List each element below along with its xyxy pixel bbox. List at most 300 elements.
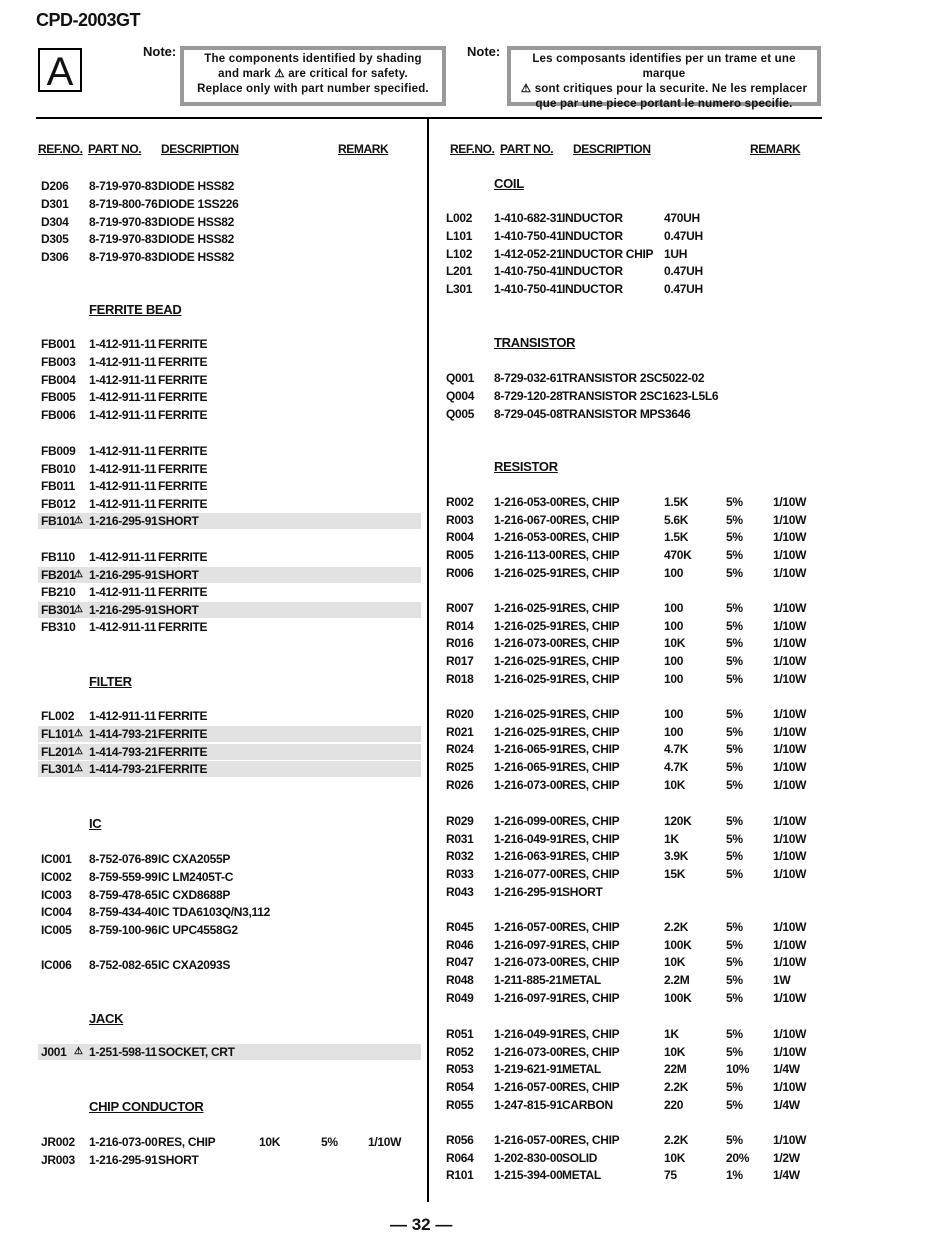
cell-desc: RES, CHIP [562,955,620,969]
cell-v3: 1/10W [773,742,807,756]
cell-desc: RES, CHIP [562,742,620,756]
cell-v1: 100 [664,725,684,739]
cell-v1: 120K [664,814,692,828]
cell-v2: 5% [726,867,743,881]
cell-v2: 5% [726,548,743,562]
cell-ref: R021 [446,725,474,739]
cell-desc: FERRITE [158,585,208,599]
note-fr-line-2: ⚠ sont critiques pour la securite. Ne les remplacer [520,83,808,95]
cell-desc: SHORT [158,603,199,617]
cell-ref: L101 [446,229,473,243]
cell-ref: R031 [446,832,474,846]
cell-v3: 1/10W [773,672,807,686]
cell-desc: DIODE HSS82 [158,215,235,229]
cell-part: 1-412-911-11 [89,408,157,422]
cell-desc: RES, CHIP [562,672,620,686]
cell-part: 1-412-052-21 [494,247,563,261]
warning-triangle-icon: ⚠ [74,515,83,526]
cell-ref: R029 [446,814,474,828]
cell-ref: FB009 [41,444,76,458]
cell-ref: R052 [446,1045,474,1059]
cell-v2: 5% [726,654,743,668]
table-row [445,494,825,510]
cell-desc: FERRITE [158,479,208,493]
cell-ref: R046 [446,938,474,952]
cell-v1: 100 [664,619,684,633]
table-row [38,869,421,885]
table-row [38,708,421,724]
cell-ref: R005 [446,548,474,562]
cell-ref: D304 [41,215,69,229]
cell-v2: 5% [726,707,743,721]
cell-part: 8-759-100-96 [89,923,158,937]
cell-desc: FERRITE [158,337,208,351]
cell-desc: SHORT [158,1153,199,1167]
sect-chip-conductor: CHIP CONDUCTOR [89,1099,204,1114]
cell-ref: FB301 [41,603,76,617]
table-row [445,246,825,262]
table-row [38,478,421,494]
cell-part: 1-216-049-91 [494,832,563,846]
cell-v1: 100 [664,707,684,721]
cell-ref: FB012 [41,497,76,511]
cell-desc: IC CXA2093S [158,958,231,972]
cell-desc: METAL [562,1062,601,1076]
cell-v3: 1/2W [773,1151,800,1165]
cell-part: 1-216-295-91 [89,1153,158,1167]
cell-desc: FERRITE [158,355,208,369]
cell-v2: 10% [726,1062,750,1076]
cell-v3: 1/10W [773,849,807,863]
cell-v2: 5% [726,778,743,792]
cell-part: 8-719-970-83 [89,250,158,264]
cell-part: 1-412-911-11 [89,444,157,458]
table-row [445,777,825,793]
table-row [445,1167,825,1183]
cell-v2: 5% [726,955,743,969]
cell-desc: DIODE 1SS226 [158,197,239,211]
table-row [445,919,825,935]
cell-v2: 5% [726,814,743,828]
cell-ref: D206 [41,179,69,193]
hdr-desc-left: DESCRIPTION [161,142,239,156]
table-row [445,866,825,882]
note-en-line-3: Replace only with part number specified. [197,83,429,95]
cell-ref: R047 [446,955,474,969]
warning-triangle-icon: ⚠ [74,728,83,739]
table-row [445,406,825,422]
table-row [38,178,421,194]
table-row [445,954,825,970]
cell-part: 1-216-057-00 [494,1133,563,1147]
cell-v1: 100 [664,566,684,580]
table-row [38,922,421,938]
table-row [38,851,421,867]
cell-v1: 10K [664,955,686,969]
cell-v3: 1/10W [773,778,807,792]
cell-part: 1-412-911-11 [89,497,157,511]
cell-ref: FB004 [41,373,76,387]
cell-desc: DIODE HSS82 [158,179,235,193]
hdr-part-left: PART NO. [88,142,142,156]
cell-ref: IC003 [41,888,72,902]
cell-ref: IC005 [41,923,72,937]
table-row [445,741,825,757]
cell-ref: FB001 [41,337,76,351]
cell-desc: FERRITE [158,390,208,404]
cell-part: 1-412-911-11 [89,390,157,404]
note-box-en [180,46,446,106]
cell-v3: 1/10W [773,548,807,562]
cell-part: 1-216-025-91 [494,725,563,739]
table-row [445,1044,825,1060]
cell-part: 1-216-065-91 [494,760,563,774]
cell-desc: FERRITE [158,762,208,776]
cell-ref: D306 [41,250,69,264]
warning-triangle-icon: ⚠ [74,763,83,774]
cell-ref: Q001 [446,371,475,385]
table-row [445,210,825,226]
note-fr-line-3: que par une piece portant le numero specifie. [535,98,793,110]
cell-ref: FB210 [41,585,76,599]
table-row [38,1152,421,1168]
cell-v1: 10K [259,1135,281,1149]
table-row [445,724,825,740]
note-en-line-1: The components identified by shading [204,53,422,65]
cell-v1: 10K [664,778,686,792]
cell-part: 8-729-032-61 [494,371,563,385]
table-row [38,249,421,265]
cell-v2: 5% [726,973,743,987]
sect-jack: JACK [89,1011,124,1026]
cell-desc: RES, CHIP [562,566,620,580]
cell-v3: 1/10W [773,955,807,969]
table-row [38,602,421,618]
cell-part: 8-752-082-65 [89,958,158,972]
table-row [445,600,825,616]
cell-ref: FB201 [41,568,76,582]
cell-desc: RES, CHIP [562,991,620,1005]
cell-desc: SHORT [158,514,199,528]
cell-v3: 1/10W [773,814,807,828]
hdr-remark-left: REMARK [338,142,389,156]
table-row [445,1150,825,1166]
cell-desc: FERRITE [158,497,208,511]
cell-ref: R056 [446,1133,474,1147]
cell-desc: RES, CHIP [562,548,620,562]
cell-v1: 100 [664,672,684,686]
cell-desc: FERRITE [158,408,208,422]
cell-ref: FB110 [41,550,75,564]
cell-desc: RES, CHIP [562,601,620,615]
cell-ref: L002 [446,211,473,225]
cell-part: 1-216-025-91 [494,601,563,615]
cell-v1: 10K [664,1151,686,1165]
cell-v1: 1K [664,832,679,846]
cell-part: 1-414-793-21 [89,727,158,741]
table-row [38,1134,421,1150]
cell-v3: 1/10W [773,654,807,668]
table-row [445,512,825,528]
table-row [445,228,825,244]
table-row [445,281,825,297]
cell-v3: 1/10W [773,1027,807,1041]
cell-v2: 5% [726,1027,743,1041]
cell-ref: R020 [446,707,474,721]
cell-part: 1-211-885-21 [494,973,562,987]
cell-v1: 1UH [664,247,688,261]
cell-v2: 5% [726,672,743,686]
cell-ref: R004 [446,530,474,544]
cell-v1: 1K [664,1027,679,1041]
cell-v1: 1.5K [664,530,689,544]
cell-v1: 100K [664,938,692,952]
table-row [38,549,421,565]
cell-ref: IC006 [41,958,72,972]
cell-ref: R033 [446,867,474,881]
cell-v1: 2.2K [664,920,689,934]
table-row [38,407,421,423]
cell-ref: FL002 [41,709,75,723]
cell-part: 1-412-911-11 [89,479,157,493]
cell-v1: 2.2M [664,973,690,987]
cell-desc: DIODE HSS82 [158,232,235,246]
cell-desc: TRANSISTOR 2SC1623-L5L6 [562,389,719,403]
cell-ref: Q004 [446,389,475,403]
cell-v1: 0.47UH [664,282,703,296]
cell-desc: RES, CHIP [562,495,620,509]
cell-ref: R032 [446,849,474,863]
cell-part: 1-412-911-11 [89,355,157,369]
table-row [38,957,421,973]
cell-desc: INDUCTOR [562,264,623,278]
table-row [38,196,421,212]
cell-desc: SHORT [562,885,603,899]
cell-v2: 5% [726,742,743,756]
cell-part: 1-216-025-91 [494,672,563,686]
cell-part: 1-410-750-41 [494,282,563,296]
cell-v3: 1/4W [773,1098,800,1112]
table-row [445,388,825,404]
cell-desc: DIODE HSS82 [158,250,235,264]
cell-v3: 1/4W [773,1168,800,1182]
cell-v2: 5% [726,566,743,580]
note-fr-line-1: Les composants identifies per un trame et une marque [532,53,796,80]
table-row [38,496,421,512]
cell-part: 8-719-970-83 [89,232,158,246]
cell-desc: RES, CHIP [562,654,620,668]
cell-ref: R064 [446,1151,474,1165]
table-row [38,354,421,370]
cell-v1: 4.7K [664,760,689,774]
cell-desc: SOCKET, CRT [158,1045,235,1059]
cell-ref: D305 [41,232,69,246]
cell-ref: FB011 [41,479,75,493]
cell-desc: TRANSISTOR 2SC5022-02 [562,371,705,385]
cell-desc: RES, CHIP [562,849,620,863]
cell-ref: R014 [446,619,474,633]
cell-v3: 1/10W [773,619,807,633]
cell-part: 1-216-025-91 [494,619,563,633]
cell-ref: R017 [446,654,474,668]
hdr-desc-right: DESCRIPTION [573,142,651,156]
cell-v3: 1/10W [773,707,807,721]
model-title: CPD-2003GT [36,10,141,30]
cell-desc: RES, CHIP [562,513,620,527]
cell-ref: R007 [446,601,474,615]
cell-v3: 1/10W [773,920,807,934]
column-divider [427,119,429,1202]
cell-v1: 75 [664,1168,677,1182]
cell-v2: 5% [726,619,743,633]
table-row [38,619,421,635]
cell-ref: FB010 [41,462,76,476]
cell-part: 1-216-097-91 [494,991,563,1005]
cell-part: 8-759-478-65 [89,888,158,902]
cell-ref: R053 [446,1062,474,1076]
table-row [38,726,421,742]
cell-part: 1-216-073-00 [494,636,563,650]
cell-desc: FERRITE [158,373,208,387]
cell-desc: INDUCTOR [562,282,623,296]
cell-desc: RES, CHIP [562,1133,620,1147]
cell-part: 1-202-830-00 [494,1151,563,1165]
table-row [445,990,825,1006]
cell-part: 8-759-559-99 [89,870,158,884]
cell-v1: 3.9K [664,849,689,863]
cell-desc: METAL [562,1168,601,1182]
cell-v3: 1/10W [773,938,807,952]
warning-triangle-icon: ⚠ [74,604,83,615]
cell-v1: 470UH [664,211,700,225]
cell-ref: L301 [446,282,473,296]
cell-part: 1-216-295-91 [89,603,158,617]
cell-ref: R002 [446,495,474,509]
cell-v1: 22M [664,1062,687,1076]
cell-ref: FB005 [41,390,76,404]
cell-ref: R016 [446,636,474,650]
cell-desc: INDUCTOR [562,229,623,243]
cell-ref: R006 [446,566,474,580]
cell-desc: RES, CHIP [562,1027,620,1041]
cell-v3: 1/10W [773,1080,807,1094]
cell-part: 1-216-097-91 [494,938,563,952]
cell-v1: 15K [664,867,686,881]
table-row [38,389,421,405]
cell-desc: FERRITE [158,550,208,564]
cell-part: 1-216-057-00 [494,1080,563,1094]
cell-v1: 220 [664,1098,684,1112]
cell-v3: 1/10W [773,760,807,774]
cell-ref: FB310 [41,620,76,634]
sect-coil: COIL [494,176,524,191]
cell-v2: 5% [726,849,743,863]
cell-desc: FERRITE [158,444,208,458]
cell-v3: 1/10W [773,495,807,509]
table-row [38,904,421,920]
cell-desc: FERRITE [158,709,208,723]
cell-desc: TRANSISTOR MPS3646 [562,407,691,421]
cell-part: 1-216-025-91 [494,707,563,721]
cell-ref: FB006 [41,408,76,422]
cell-desc: RES, CHIP [562,530,620,544]
table-row [445,565,825,581]
cell-v1: 470K [664,548,692,562]
table-row [445,263,825,279]
cell-v1: 100K [664,991,692,1005]
cell-v2: 5% [726,725,743,739]
cell-part: 1-219-621-91 [494,1062,563,1076]
hdr-remark-right: REMARK [750,142,801,156]
cell-v2: 5% [726,1045,743,1059]
cell-v3: 1/10W [773,513,807,527]
cell-v2: 5% [321,1135,338,1149]
cell-desc: IC CXD8688P [158,888,231,902]
cell-part: 1-216-073-00 [494,778,563,792]
cell-part: 1-216-065-91 [494,742,563,756]
cell-v2: 5% [726,1080,743,1094]
cell-ref: R055 [446,1098,474,1112]
cell-v1: 0.47UH [664,264,703,278]
cell-ref: JR003 [41,1153,75,1167]
cell-part: 1-216-295-91 [89,568,158,582]
cell-part: 1-216-295-91 [89,514,158,528]
cell-desc: RES, CHIP [562,760,620,774]
note-en-line-2: and mark ⚠ are critical for safety. [218,68,408,80]
cell-v1: 100 [664,654,684,668]
cell-part: 1-216-295-91 [494,885,563,899]
cell-ref: IC004 [41,905,72,919]
cell-v2: 5% [726,760,743,774]
cell-ref: R054 [446,1080,474,1094]
cell-v2: 20% [726,1151,750,1165]
cell-desc: INDUCTOR CHIP [562,247,654,261]
cell-ref: L201 [446,264,473,278]
cell-ref: FL301 [41,762,75,776]
table-row [38,744,421,760]
cell-v2: 5% [726,920,743,934]
note-label-en: Note: [143,44,177,59]
cell-part: 8-759-434-40 [89,905,158,919]
cell-desc: FERRITE [158,727,208,741]
cell-v3: 1/10W [773,832,807,846]
cell-part: 1-216-063-91 [494,849,563,863]
cell-v1: 100 [664,601,684,615]
cell-v3: 1/10W [773,1133,807,1147]
table-row [445,547,825,563]
cell-v3: 1/10W [773,601,807,615]
cell-ref: IC002 [41,870,72,884]
table-row [445,848,825,864]
table-row [445,529,825,545]
cell-part: 8-719-970-83 [89,215,158,229]
cell-ref: FL101 [41,727,75,741]
cell-v2: 5% [726,513,743,527]
cell-v2: 5% [726,1098,743,1112]
table-row [38,336,421,352]
cell-desc: RES, CHIP [562,636,620,650]
warning-triangle-icon: ⚠ [74,1046,83,1057]
table-row [445,972,825,988]
table-row [38,372,421,388]
cell-part: 1-216-113-00 [494,548,562,562]
cell-part: 1-251-598-11 [89,1045,157,1059]
cell-v2: 1% [726,1168,743,1182]
cell-part: 1-216-025-91 [494,566,563,580]
cell-desc: RES, CHIP [562,814,620,828]
cell-v1: 2.2K [664,1080,689,1094]
cell-v1: 5.6K [664,513,689,527]
